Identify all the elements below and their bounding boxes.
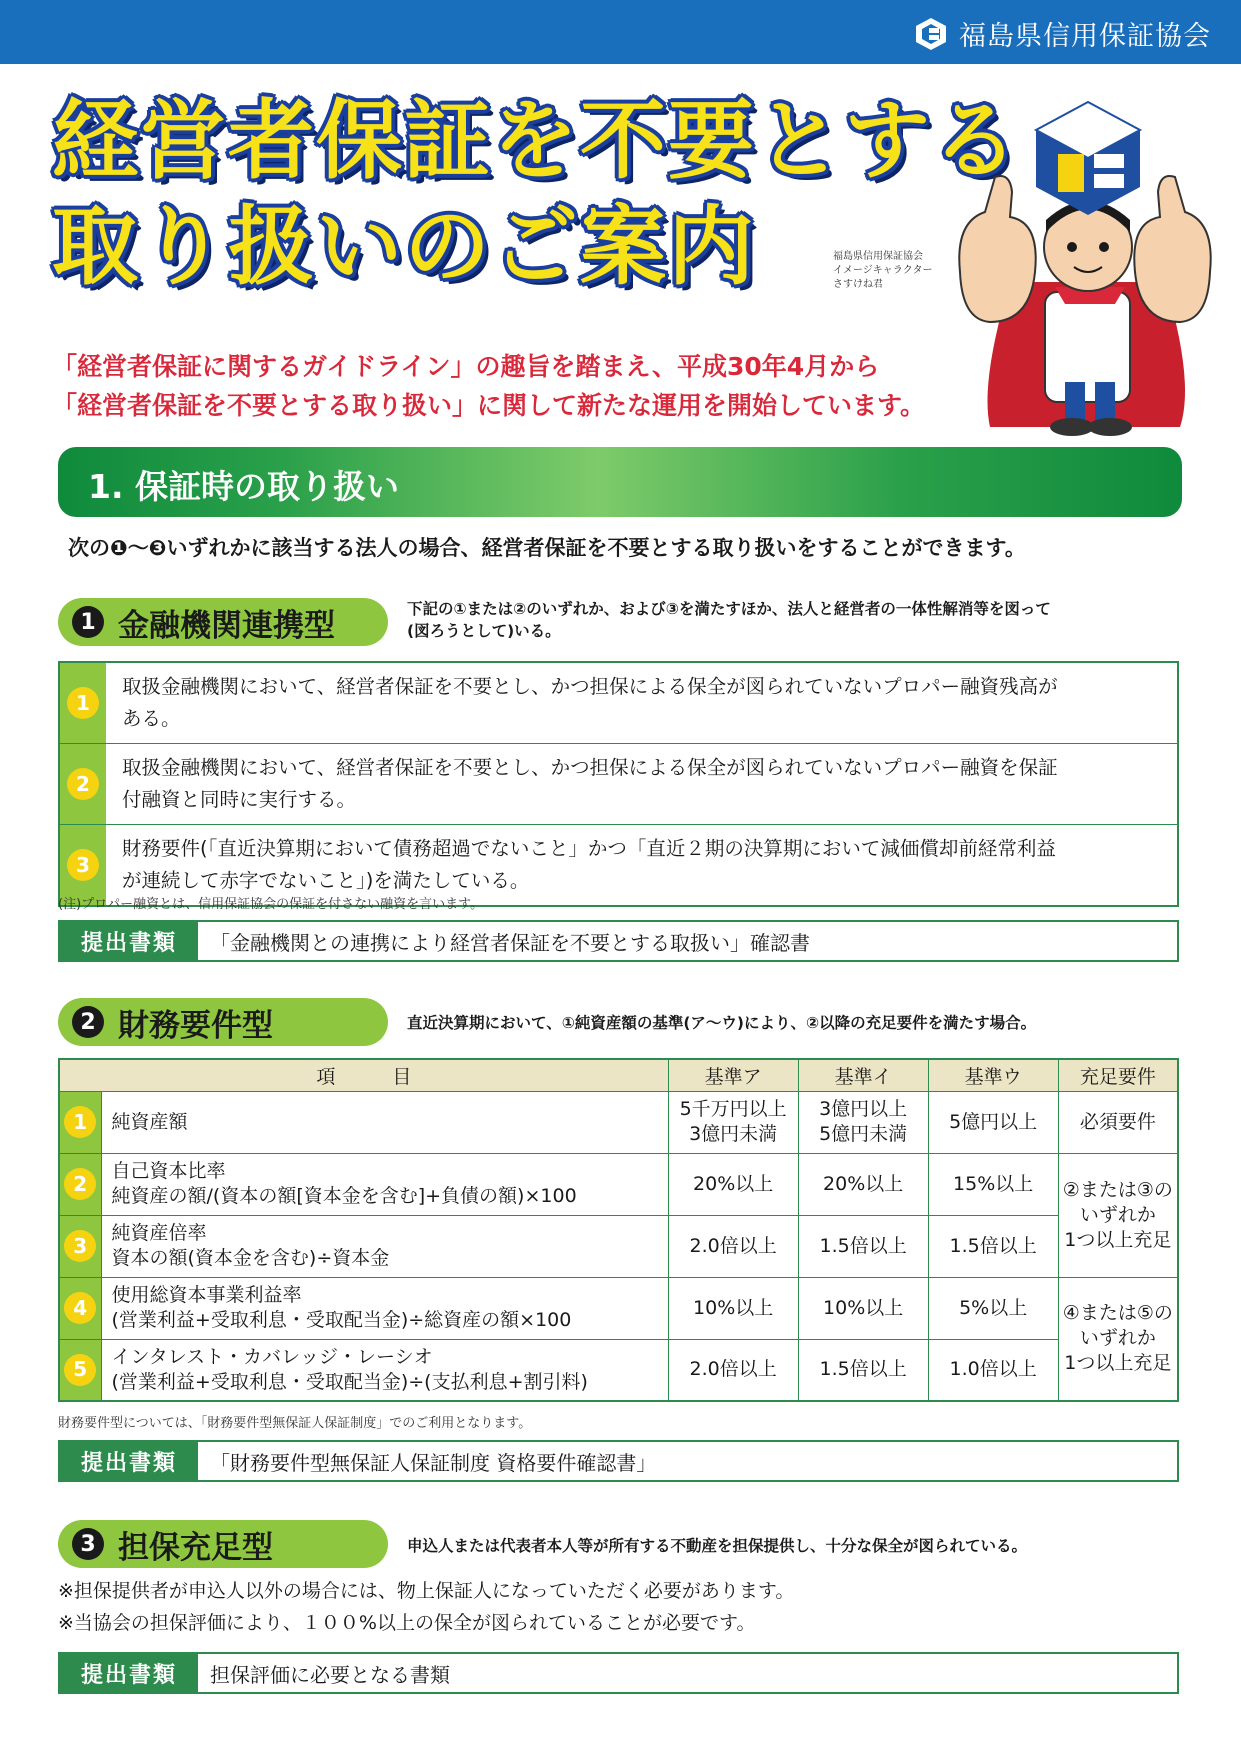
submission-value: 「財務要件型無保証人保証制度 資格要件確認書」 xyxy=(210,1450,657,1475)
type3-notes: ※担保提供者が申込人以外の場合には、物上保証人になっていただく必要があります。 ※当協会の担保評価により、１００%以上の保全が図られていることが必要です。 xyxy=(58,1580,795,1634)
number-badge: 5 xyxy=(64,1354,96,1386)
type2-submission xyxy=(58,1440,1179,1482)
value-cell: 20%以上 xyxy=(798,1153,928,1215)
section-title: 1. 保証時の取り扱い xyxy=(88,467,399,506)
type1-note: (注)プロパー融資とは、信用保証協会の保証を付さない融資を言います。 xyxy=(58,897,484,912)
type1-description: 下記の①または②のいずれか、および③を満たすほか、法人と経営者の一体性解消等を図って (図ろうとして)いる。 xyxy=(407,600,1051,640)
requirement-cell: ④または⑤の いずれか 1つ以上充足 xyxy=(1058,1277,1178,1401)
condition-text: 取扱金融機関において、経営者保証を不要とし、かつ担保による保全が図られていないプロパー融資残高が ある。 xyxy=(122,675,1058,730)
item-cell: 純資産倍率 資本の額(資本金を含む)÷資本金 xyxy=(101,1215,668,1277)
col-header-b: 基準イ xyxy=(798,1059,928,1091)
organization-brand xyxy=(913,14,1211,53)
value-cell: 1.0倍以上 xyxy=(928,1339,1058,1401)
value-cell: 10%以上 xyxy=(798,1277,928,1339)
submission-label: 提出書類 xyxy=(60,1442,198,1480)
condition-text: 取扱金融機関において、経営者保証を不要とし、かつ担保による保全が図られていないプロパー融資を保証 付融資と同時に実行する。 xyxy=(122,756,1058,811)
organization-name: 福島県信用保証協会 xyxy=(959,21,1211,52)
type1-label: 金融機関連携型 xyxy=(118,607,335,644)
title-line-2: 取り扱いのご案内 xyxy=(52,197,756,297)
col-header-requirement: 充足要件 xyxy=(1058,1059,1178,1091)
condition-text: 財務要件(「直近決算期において債務超過でないこと」かつ「直近２期の決算期において減価償却前経常利益 が連続して赤字でないこと」)を満たしている。 xyxy=(122,837,1056,892)
col-header-item: 項 目 xyxy=(59,1059,668,1091)
number-badge: 3 xyxy=(67,849,99,881)
table-row xyxy=(59,1091,1178,1153)
top-header-bar xyxy=(0,0,1241,64)
character-caption: 福島県信用保証協会 イメージキャラクター さすけね君 xyxy=(833,251,933,290)
type1-number: 1 xyxy=(72,606,104,638)
type3-label: 担保充足型 xyxy=(118,1529,273,1566)
title-line-1: 経営者保証を不要とする xyxy=(52,91,1020,191)
value-cell: 1.5倍以上 xyxy=(798,1215,928,1277)
type2-heading xyxy=(58,998,388,1046)
org-logo-icon xyxy=(913,16,949,52)
value-cell: 2.0倍以上 xyxy=(668,1215,798,1277)
col-header-c: 基準ウ xyxy=(928,1059,1058,1091)
type2-label: 財務要件型 xyxy=(118,1007,273,1044)
mascot-thumbs-up-icon xyxy=(950,82,1220,442)
value-cell: 10%以上 xyxy=(668,1277,798,1339)
value-cell: 2.0倍以上 xyxy=(668,1339,798,1401)
number-badge: 3 xyxy=(64,1230,96,1262)
number-badge: 2 xyxy=(67,768,99,800)
type3-number: 3 xyxy=(72,1528,104,1560)
value-cell: 1.5倍以上 xyxy=(928,1215,1058,1277)
type2-description: 直近決算期において、①純資産額の基準(ア〜ウ)により、②以降の充足要件を満たす場合。 xyxy=(407,1014,1037,1032)
type3-description: 申込人または代表者本人等が所有する不動産を担保提供し、十分な保全が図られている。 xyxy=(407,1537,1028,1555)
value-cell: 15%以上 xyxy=(928,1153,1058,1215)
table-row xyxy=(60,663,1177,743)
number-badge: 1 xyxy=(64,1106,96,1138)
section-lead: 次の❶〜❸いずれかに該当する法人の場合、経営者保証を不要とする取り扱いをすることができます。 xyxy=(68,536,1026,560)
value-cell: 20%以上 xyxy=(668,1153,798,1215)
type3-submission xyxy=(58,1652,1179,1694)
number-badge: 2 xyxy=(64,1168,96,1200)
type1-heading xyxy=(58,598,388,646)
submission-label: 提出書類 xyxy=(60,922,198,960)
submission-value: 「金融機関との連携により経営者保証を不要とする取扱い」確認書 xyxy=(210,930,810,955)
section-heading xyxy=(58,447,1182,517)
type1-submission xyxy=(58,920,1179,962)
table-header-row xyxy=(59,1059,1178,1091)
value-cell: 5億円以上 xyxy=(928,1091,1058,1153)
item-cell: 自己資本比率 純資産の額/(資本の額[資本金を含む]+負債の額)×100 xyxy=(101,1153,668,1215)
number-badge: 1 xyxy=(67,687,99,719)
table-row xyxy=(60,743,1177,824)
table-row xyxy=(59,1153,1178,1215)
table-row xyxy=(59,1215,1178,1277)
type3-heading xyxy=(58,1520,388,1568)
type2-criteria-table xyxy=(58,1058,1179,1402)
type2-number: 2 xyxy=(72,1006,104,1038)
item-cell: 使用総資本事業利益率 (営業利益+受取利息・受取配当金)÷総資産の額×100 xyxy=(101,1277,668,1339)
item-cell: インタレスト・カバレッジ・レーシオ (営業利益+受取利息・受取配当金)÷(支払利息+割引料) xyxy=(101,1339,668,1401)
type2-note: 財務要件型については、「財務要件型無保証人保証制度」でのご利用となります。 xyxy=(58,1416,532,1431)
item-cell: 純資産額 xyxy=(101,1091,668,1153)
value-cell: 5千万円以上 3億円未満 xyxy=(668,1091,798,1153)
value-cell: 3億円以上 5億円未満 xyxy=(798,1091,928,1153)
col-header-a: 基準ア xyxy=(668,1059,798,1091)
table-row xyxy=(59,1339,1178,1401)
number-badge: 4 xyxy=(64,1292,96,1324)
value-cell: 1.5倍以上 xyxy=(798,1339,928,1401)
table-row xyxy=(59,1277,1178,1339)
type1-conditions-table xyxy=(58,661,1179,907)
requirement-cell: 必須要件 xyxy=(1058,1091,1178,1153)
submission-label: 提出書類 xyxy=(60,1654,198,1692)
submission-value: 担保評価に必要となる書類 xyxy=(210,1662,450,1687)
value-cell: 5%以上 xyxy=(928,1277,1058,1339)
requirement-cell: ②または③の いずれか 1つ以上充足 xyxy=(1058,1153,1178,1277)
intro-text: 「経営者保証に関するガイドライン」の趣旨を踏まえ、平成30年4月から 「経営者保証を不要とする取り扱い」に関して新たな運用を開始しています。 xyxy=(52,352,926,420)
